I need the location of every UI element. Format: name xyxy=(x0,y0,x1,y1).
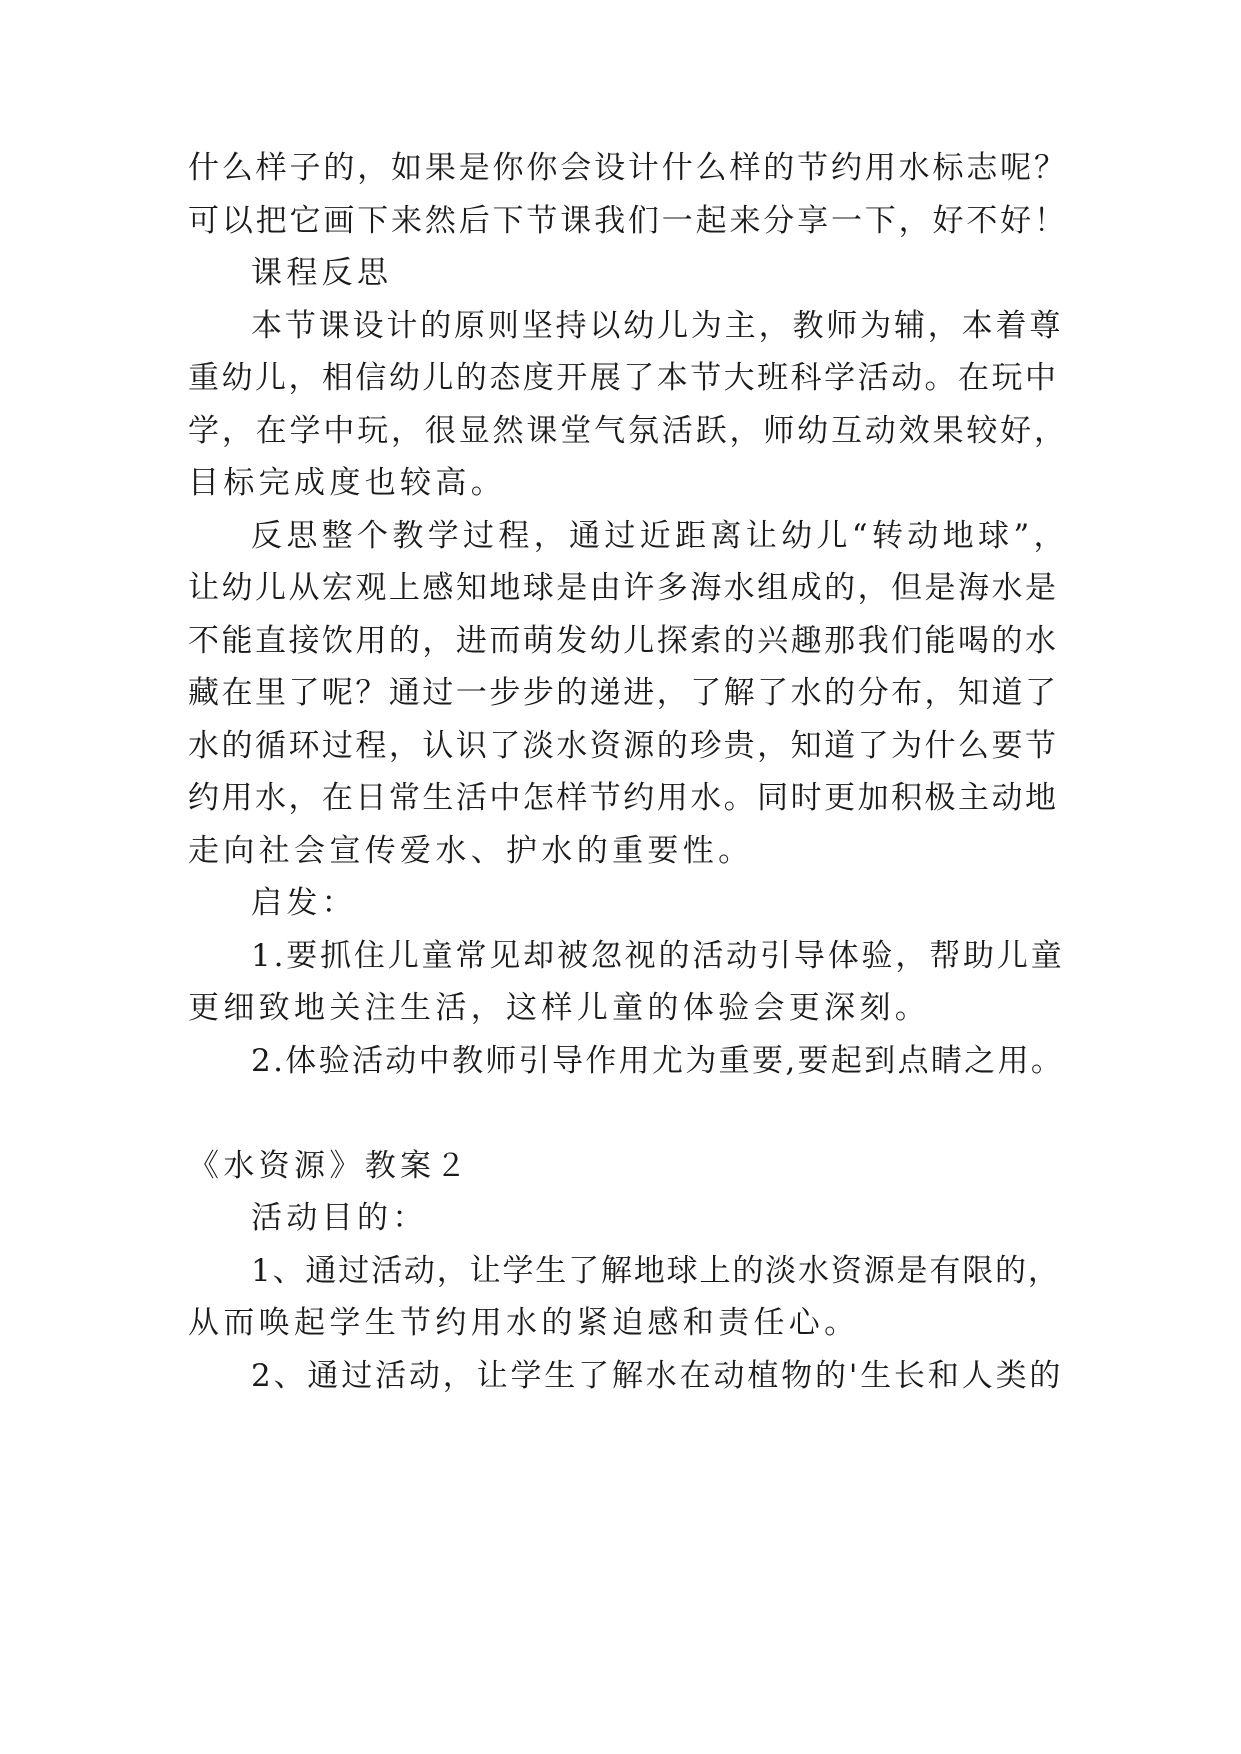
text-line: 从而唤起学生节约用水的紧迫感和责任心。 xyxy=(188,1305,860,1341)
list-item: 1、通过活动，让学生了解地球上的淡水资源是有限的， xyxy=(251,1253,1061,1289)
text-line: 目标完成度也较高。 xyxy=(188,465,507,501)
text-line: 约用水，在日常生活中怎样节约用水。同时更加积极主动地 xyxy=(188,780,1059,816)
list-item: 2、通过活动，让学生了解水在动植物的'生长和人类的 xyxy=(251,1358,1064,1394)
paragraph-start: 反思整个教学过程，通过近距离让幼儿“转动地球”， xyxy=(251,518,1069,554)
text-line: 什么样子的，如果是你你会设计什么样的节约用水标志呢？ xyxy=(188,150,1068,186)
section-heading-inspiration: 启发： xyxy=(251,885,358,921)
text-line: 藏在里了呢？通过一步步的递进，了解了水的分布，知道了 xyxy=(188,675,1059,711)
text-line: 学，在学中玩，很显然课堂气氛活跃，师幼互动效果较好， xyxy=(188,413,1068,449)
section-heading-reflection: 课程反思 xyxy=(251,255,393,291)
text-line: 更细致地关注生活，这样儿童的体验会更深刻。 xyxy=(188,990,931,1026)
text-line: 可以把它画下来然后下节课我们一起来分享一下，好不好！ xyxy=(188,203,1068,239)
list-item: 1.要抓住儿童常见却被忽视的活动引导体验，帮助儿童 xyxy=(251,938,1065,974)
text-line: 让幼儿从宏观上感知地球是由许多海水组成的，但是海水是 xyxy=(188,570,1059,606)
text-line: 走向社会宣传爱水、护水的重要性。 xyxy=(188,833,754,869)
lesson-plan-title: 《水资源》教案２ xyxy=(188,1148,471,1184)
text-line: 重幼儿，相信幼儿的态度开展了本节大班科学活动。在玩中 xyxy=(188,360,1059,396)
text-line: 水的循环过程，认识了淡水资源的珍贵，知道了为什么要节 xyxy=(188,728,1059,764)
paragraph-start: 本节课设计的原则坚持以幼儿为主，教师为辅，本着尊 xyxy=(251,308,1064,344)
list-item: 2.体验活动中教师引导作用尤为重要,要起到点睛之用。 xyxy=(251,1043,1065,1079)
section-heading-objectives: 活动目的： xyxy=(251,1200,428,1236)
text-line: 不能直接饮用的，进而萌发幼儿探索的兴趣那我们能喝的水 xyxy=(188,623,1059,659)
